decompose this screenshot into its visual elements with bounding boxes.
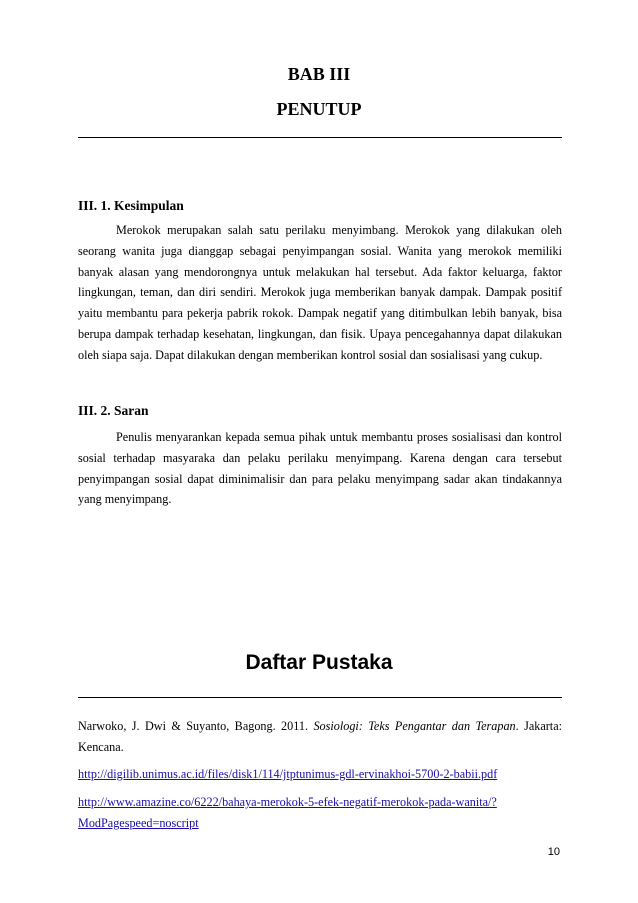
reference-authors: Narwoko, J. Dwi & Suyanto, Bagong. 2011. xyxy=(78,719,309,733)
chapter-subtitle: PENUTUP xyxy=(276,99,362,119)
divider-line xyxy=(78,697,562,698)
section-heading-kesimpulan: III. 1. Kesimpulan xyxy=(78,198,184,213)
section-paragraph-kesimpulan: Merokok merupakan salah satu perilaku menyimbang. Merokok yang dilakukan oleh seorang wanita juga dianggap sebagai penyimpangan sosial. Wanita yang merokok memiliki banyak alasan yang mendorongnya untuk melakukan hal tersebut. Ada faktor keluarga, faktor lingkungan, teman, dan diri sendiri. Merokok juga memberikan banyak dampak. Dampak positif yaitu membantu para pekerja pabrik rokok. Dampak negatif yang ditimbulkan lebih banyak, bisa berupa dampak terhadap kesehatan, lingkungan, dan fisik. Upaya pencegahannya dapat dilakukan oleh siapa saja. Dapat dilakukan dengan memberikan kontrol sosial dan sosialisasi yang cukup. xyxy=(78,223,562,362)
references-title: Daftar Pustaka xyxy=(245,651,393,674)
page-number: 10 xyxy=(547,846,560,858)
reference-link[interactable]: http://www.amazine.co/6222/bahaya-merokok-5-efek-negatif-merokok-pada-wanita/?ModPagespeed=noscript xyxy=(78,795,497,830)
reference-book-title: Sosiologi: Teks Pengantar dan Terapan xyxy=(313,719,516,733)
reference-publisher: . Jakarta: Kencana. xyxy=(78,719,562,754)
chapter-title: BAB III xyxy=(287,64,351,84)
section-paragraph-saran: Penulis menyarankan kepada semua pihak untuk membantu proses sosialisasi dan kontrol sosial terhadap masyaraka dan pelaku perilaku menyimpang. Karena dengan cara tersebut penyimpangan sosial dapat diminimalisir dan para pelaku menyimpang sadar akan tindakannya yang menyimpang. xyxy=(78,430,562,507)
divider-line xyxy=(78,137,562,138)
reference-link-item[interactable] xyxy=(78,792,562,834)
reference-link-item[interactable] xyxy=(78,764,562,785)
reference-link[interactable]: http://digilib.unimus.ac.id/files/disk1/114/jtptunimus-gdl-ervinakhoi-5700-2-babii.pdf xyxy=(78,767,498,781)
section-heading-saran: III. 2. Saran xyxy=(78,403,149,418)
reference-book xyxy=(78,716,562,758)
